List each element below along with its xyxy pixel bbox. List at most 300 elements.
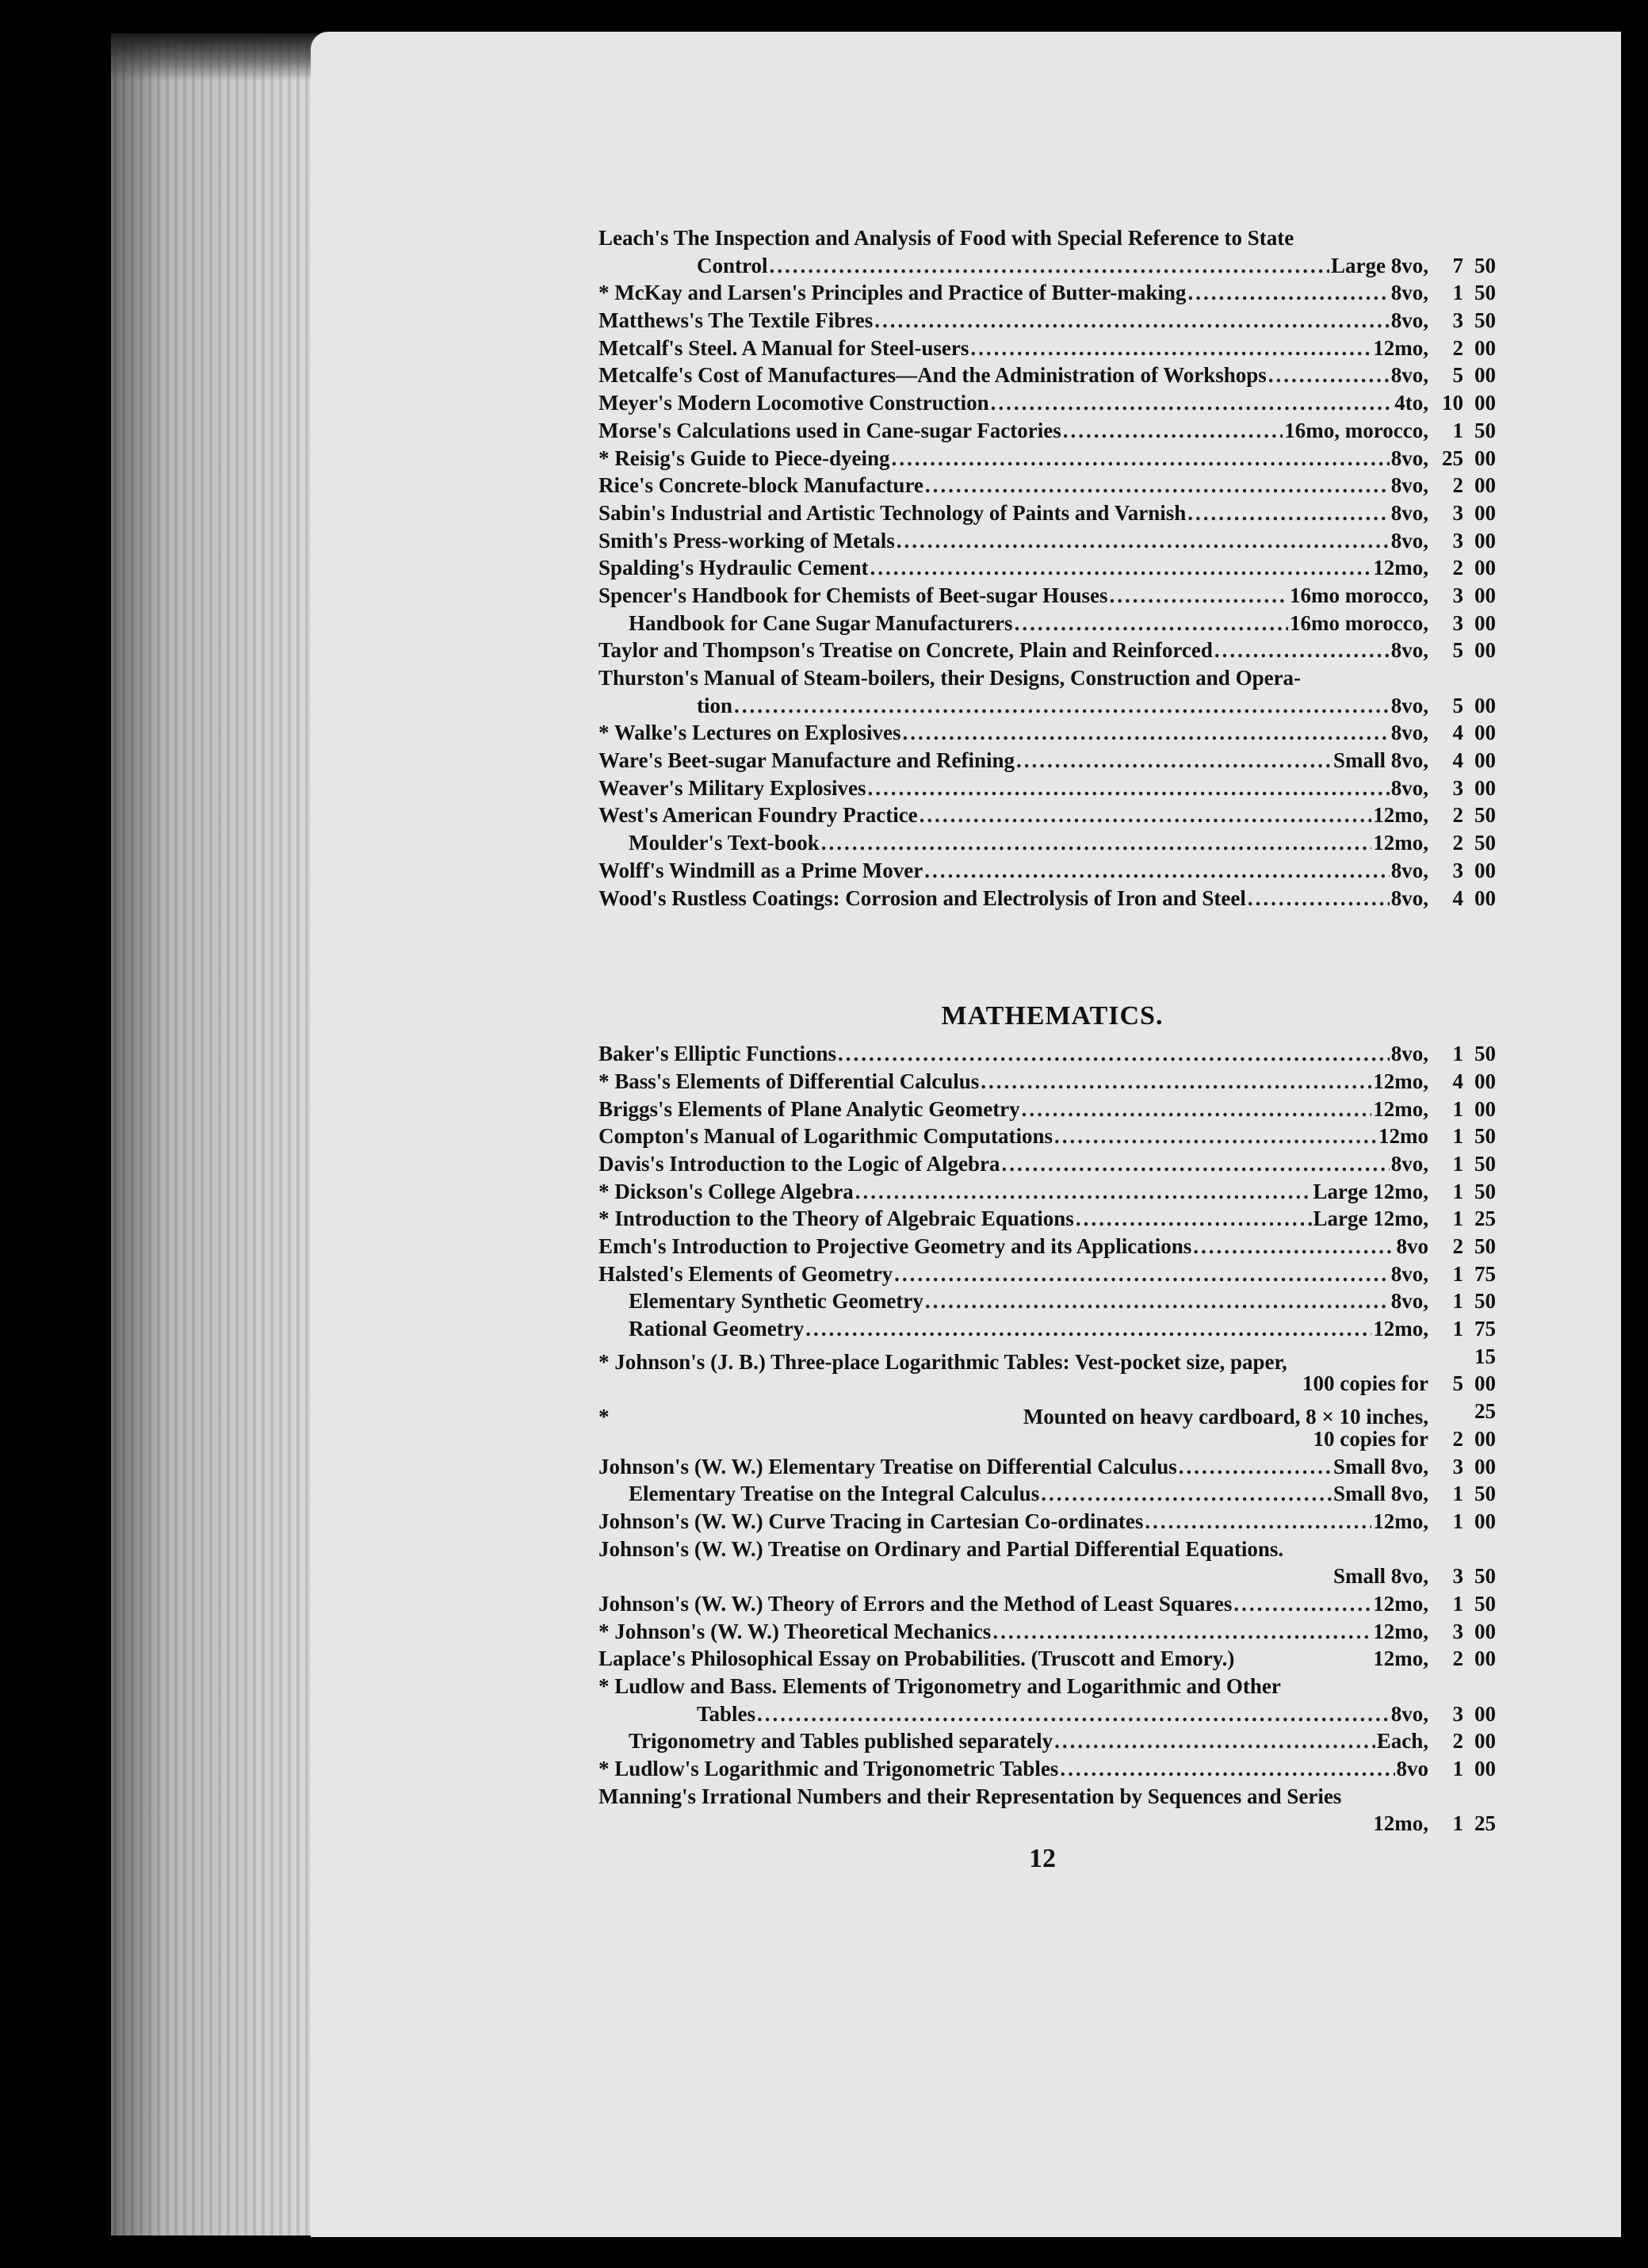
book-spine-shadow [111,33,317,81]
entry-price [1428,1399,1506,1424]
entry-format: 16mo morocco, [1290,610,1428,635]
price-cents: 50 [1474,418,1496,442]
price-dollars: 1 [1452,1591,1463,1616]
dot-leader [770,254,1330,278]
catalog-entry [598,1592,1506,1620]
entry-format: Small 8vo, [1333,1482,1428,1506]
entry-format: 12mo, [1373,1096,1428,1121]
entry-title: Weaver's Military Explosives [598,775,866,800]
entry-title: Moulder's Text-book [629,831,820,855]
entry-title: * Ludlow and Bass. Elements of Trigonometry and Logarithmic and Other [598,1674,1281,1698]
entry-price [1428,776,1506,801]
catalog-entry [598,776,1506,804]
dot-leader [1187,281,1389,305]
entry-title: Matthews's The Textile Fibres [598,308,874,333]
price-cents: 00 [1474,446,1496,470]
price-cents: 00 [1474,1619,1496,1643]
price-dollars: 5 [1452,693,1463,717]
price-cents: 00 [1474,885,1496,910]
price-dollars: 1 [1452,1261,1463,1286]
dot-leader [920,803,1372,828]
price-dollars: 1 [1452,418,1463,442]
entry-title: Meyer's Modern Locomotive Construction [598,391,989,415]
entry-price [1428,1180,1506,1204]
dot-leader [1193,1234,1394,1259]
entry-format: 8vo, [1390,858,1428,882]
entry-title: Baker's Elliptic Functions [598,1042,837,1066]
entry-format: 8vo, [1390,473,1428,498]
price-dollars: 3 [1452,583,1463,607]
catalog-entry [598,1564,1506,1592]
price-dollars: 4 [1452,721,1463,745]
price-dollars: 3 [1452,1619,1463,1643]
price-dollars: 1 [1452,1482,1463,1506]
price-dollars: 1 [1452,1042,1463,1066]
catalog-entry [598,308,1506,336]
price-cents: 50 [1474,1042,1496,1066]
entry-price [1428,1729,1506,1754]
entry-format: 8vo, [1390,1261,1428,1286]
catalog-entry [598,1811,1506,1839]
price-dollars: 4 [1452,885,1463,910]
entry-format: 12mo, [1373,803,1428,828]
entry-title: Johnson's (W. W.) Theory of Errors and the Method of Least Squares [598,1591,1233,1616]
dot-leader [925,1289,1390,1314]
price-dollars: 3 [1452,775,1463,800]
price-dollars: 1 [1452,1151,1463,1176]
entry-price [1428,1702,1506,1727]
entry-price [1428,281,1506,305]
catalog-entry [598,694,1506,721]
catalog-entry [598,473,1506,501]
entry-price [1428,1207,1506,1231]
price-cents: 00 [1474,1069,1496,1093]
entry-price [1428,1262,1506,1287]
entry-title: Elementary Synthetic Geometry [629,1289,923,1314]
entry-format: Large 8vo, [1331,253,1428,277]
dot-leader [1214,638,1390,663]
entry-price [1428,501,1506,526]
entry-format: 12mo, [1373,1646,1428,1671]
catalog-entry [598,748,1506,776]
catalog-entry [598,1620,1506,1647]
price-dollars: 2 [1452,803,1463,828]
catalog-entry [598,1097,1506,1125]
price-dollars: 1 [1452,1124,1463,1149]
dot-leader [991,391,1394,415]
entry-title: Ware's Beet-sugar Manufacture and Refining [598,748,1015,773]
dot-leader [1002,1152,1390,1176]
entry-format: 12mo [1378,1124,1428,1149]
entry-price [1428,363,1506,388]
dot-leader [1054,1124,1377,1149]
entry-title: Compton's Manual of Logarithmic Computations [598,1124,1053,1149]
catalog-entry [598,886,1506,914]
price-cents: 00 [1474,556,1496,580]
price-cents: 00 [1474,363,1496,388]
entry-price [1428,419,1506,443]
entry-format: 12mo, [1373,556,1428,580]
price-cents: 75 [1474,1317,1496,1341]
price-dollars: 2 [1452,831,1463,855]
entry-format: Mounted on heavy cardboard, 8 × 10 inches, [1023,1405,1428,1429]
price-cents: 50 [1474,803,1496,828]
price-cents: 00 [1474,1729,1496,1754]
catalog-entry [598,638,1506,666]
entry-price [1428,1317,1506,1341]
entry-title: Metcalfe's Cost of Manufactures—And the Administration of Workshops [598,363,1267,388]
catalog-entry [598,1674,1506,1702]
catalog-entry [598,254,1506,281]
price-cents: 00 [1474,1646,1496,1671]
price-dollars: 3 [1452,308,1463,333]
price-cents: 00 [1474,528,1496,553]
dot-leader [734,694,1390,718]
catalog-entry [598,1455,1506,1482]
price-dollars: 5 [1452,638,1463,663]
price-cents: 00 [1474,391,1496,415]
entry-title: Sabin's Industrial and Artistic Technology of Paints and Varnish [598,500,1187,525]
price-cents: 50 [1474,308,1496,333]
price-dollars: 3 [1452,528,1463,553]
dot-leader [891,446,1389,471]
entry-format: 8vo, [1390,528,1428,553]
dot-leader [894,1262,1390,1287]
dot-leader [1060,1757,1394,1781]
price-cents: 00 [1474,748,1496,773]
price-dollars: 10 [1442,391,1463,415]
dot-leader [1022,1097,1372,1122]
entry-title: * Ludlow's Logarithmic and Trigonometric Tables [598,1757,1059,1781]
catalog-entry [598,1262,1506,1290]
entry-price [1428,583,1506,608]
price-dollars: 5 [1452,1371,1463,1396]
price-dollars: 1 [1452,1811,1463,1836]
price-dollars: 2 [1452,556,1463,580]
entry-format: 8vo, [1390,308,1428,333]
price-cents: 50 [1474,1234,1496,1258]
catalog-entry [598,1646,1506,1674]
dot-leader [838,1042,1390,1066]
catalog-entry [598,1482,1506,1509]
dot-leader [757,1702,1390,1727]
catalog-entry [598,1371,1506,1399]
price-cents: 00 [1474,1426,1496,1451]
dot-leader [1268,363,1390,388]
price-cents: 50 [1474,1564,1496,1589]
price-cents: 00 [1474,335,1496,360]
entry-title: Thurston's Manual of Steam-boilers, their Designs, Construction and Opera- [598,666,1302,690]
entry-title: Metcalf's Steel. A Manual for Steel-users [598,335,969,360]
catalog-entry [598,556,1506,583]
dot-leader [1145,1509,1371,1534]
entry-format: 8vo, [1390,775,1428,800]
price-cents: 50 [1474,281,1496,305]
dot-leader [925,473,1390,498]
price-cents: 75 [1474,1261,1496,1286]
entry-format: 12mo, [1373,1317,1428,1341]
catalog-entry [598,446,1506,474]
dot-leader [855,1180,1312,1204]
entry-price [1428,1427,1506,1451]
catalog-entry [598,1729,1506,1757]
price-dollars: 2 [1452,1646,1463,1671]
entry-format: Small 8vo, [1333,1454,1428,1478]
entry-format: Large 12mo, [1313,1179,1428,1203]
catalog-entry [598,583,1506,611]
entry-format: 12mo, [1373,1069,1428,1093]
dot-leader [1233,1592,1371,1616]
catalog-entry [598,501,1506,529]
entry-format: 8vo, [1390,281,1428,305]
entry-title: West's American Foundry Practice [598,803,918,828]
price-cents: 25 [1474,1399,1496,1424]
catalog-entry [598,859,1506,886]
price-dollars: 3 [1452,858,1463,882]
entry-format: 8vo, [1390,363,1428,388]
entry-price [1428,803,1506,828]
entry-title: Rational Geometry [629,1317,805,1341]
entry-title: * Johnson's (J. B.) Three-place Logarithmic Tables: Vest-pocket size, paper, [598,1349,1287,1374]
dot-leader [897,529,1390,553]
catalog-entry [598,529,1506,556]
entry-price [1428,831,1506,855]
price-cents: 00 [1474,1757,1496,1781]
entry-format: 10 copies for [1313,1426,1428,1451]
price-dollars: 2 [1452,335,1463,360]
dot-leader [992,1620,1371,1644]
price-cents: 00 [1474,610,1496,635]
entry-format: 12mo, [1373,335,1428,360]
price-cents: 50 [1474,1289,1496,1314]
dot-leader [870,556,1372,580]
price-cents: 00 [1474,1701,1496,1726]
catalog-entry [598,391,1506,419]
catalog-entry [598,1784,1506,1812]
price-cents: 25 [1474,1811,1496,1836]
catalog-entry [598,721,1506,748]
entry-price [1428,1509,1506,1534]
price-cents: 15 [1474,1344,1496,1368]
entry-title: * Johnson's (W. W.) Theoretical Mechanics [598,1619,992,1643]
entry-price [1428,748,1506,773]
entry-format: Small 8vo, [1333,1564,1428,1589]
entry-format: 8vo, [1390,1289,1428,1314]
entry-title: Laplace's Philosophical Essay on Probabilities. (Truscott and Emory.) [598,1646,1235,1671]
entry-title: Johnson's (W. W.) Treatise on Ordinary and Partial Differential Equations. [598,1536,1284,1561]
price-cents: 50 [1474,1151,1496,1176]
catalog-entry [598,363,1506,391]
entry-format: 4to, [1394,391,1428,415]
entry-format: 8vo, [1390,721,1428,745]
entry-title: Trigonometry and Tables published separately [629,1729,1053,1754]
price-cents: 50 [1474,1482,1496,1506]
entry-price [1428,556,1506,580]
entry-format: 8vo, [1390,1151,1428,1176]
dot-leader [867,776,1389,801]
catalog-entry [598,611,1506,639]
entry-price [1428,529,1506,553]
price-dollars: 4 [1452,748,1463,773]
price-dollars [1440,1399,1463,1424]
entry-title: Taylor and Thompson's Treatise on Concrete, Plain and Reinforced [598,638,1213,663]
entry-price [1428,694,1506,718]
catalog-entry [598,1317,1506,1344]
entry-title: * Dickson's College Algebra [598,1179,854,1203]
entry-format: 8vo [1396,1757,1428,1781]
entry-title: Johnson's (W. W.) Curve Tracing in Cartesian Co-ordinates [598,1509,1144,1533]
entry-price [1428,446,1506,471]
dot-leader [1054,1729,1375,1754]
catalog-entry [598,419,1506,446]
entry-title: Spalding's Hydraulic Cement [598,556,869,580]
price-dollars: 1 [1452,281,1463,305]
section-heading: MATHEMATICS. [941,1001,1164,1031]
catalog-entry [598,1152,1506,1180]
price-cents: 00 [1474,1096,1496,1121]
price-dollars: 7 [1452,253,1463,277]
entry-price [1428,1646,1506,1671]
dot-leader [1076,1207,1312,1231]
price-dollars: 2 [1452,473,1463,498]
entry-price [1428,1592,1506,1616]
price-cents: 50 [1474,1124,1496,1149]
price-dollars: 3 [1452,1564,1463,1589]
price-cents: 00 [1474,1509,1496,1533]
entry-price [1428,1482,1506,1506]
price-dollars: 25 [1442,446,1463,470]
entry-title: Morse's Calculations used in Cane-sugar Factories [598,418,1061,442]
price-dollars: 1 [1452,1289,1463,1314]
entry-format: 12mo, [1373,1811,1428,1836]
entry-title: Leach's The Inspection and Analysis of Food with Special Reference to State [598,226,1294,250]
catalog-entry [598,1399,1506,1427]
dot-leader [981,1069,1371,1094]
dot-leader [1179,1455,1332,1479]
dot-leader [903,721,1390,745]
entry-price [1428,721,1506,745]
price-cents: 00 [1474,858,1496,882]
entry-price [1428,1097,1506,1122]
entry-format: 12mo, [1373,1619,1428,1643]
entry-price [1428,1344,1506,1369]
entry-title: Briggs's Elements of Plane Analytic Geometry [598,1096,1020,1121]
dot-leader [1015,611,1288,636]
entry-price [1428,859,1506,883]
section-gap [598,913,1506,991]
entry-price [1428,391,1506,415]
entry-format: Large 12mo, [1313,1207,1428,1231]
price-cents: 25 [1474,1207,1496,1231]
entry-title: Spencer's Handbook for Chemists of Beet-sugar Houses [598,583,1108,607]
catalog-entry [598,1702,1506,1730]
entry-price [1428,886,1506,911]
entry-title: Wolff's Windmill as a Prime Mover [598,858,923,882]
price-cents: 50 [1474,1591,1496,1616]
entry-title: Wood's Rustless Coatings: Corrosion and Electrolysis of Iron and Steel [598,885,1246,910]
entry-title: Johnson's (W. W.) Elementary Treatise on Differential Calculus [598,1454,1177,1478]
price-cents: 00 [1474,583,1496,607]
catalog-entry [598,1509,1506,1537]
entry-price [1428,308,1506,333]
dot-leader [874,308,1389,333]
entry-price [1428,1124,1506,1149]
entry-title: * Walke's Lectures on Explosives [598,721,901,745]
price-dollars: 2 [1452,1426,1463,1451]
catalog-entry [598,1069,1506,1097]
entry-title: Elementary Treatise on the Integral Calculus [629,1482,1040,1506]
catalog-entry [598,803,1506,831]
entry-title: Emch's Introduction to Projective Geometry and its Applications [598,1234,1192,1258]
price-dollars: 3 [1452,1701,1463,1726]
entry-format: 8vo, [1390,446,1428,470]
entry-format: Each, [1376,1729,1428,1754]
entry-format: 8vo, [1390,500,1428,525]
price-cents: 00 [1474,1454,1496,1478]
catalog-entry [598,666,1506,694]
price-cents: 00 [1474,638,1496,663]
price-cents: 00 [1474,721,1496,745]
entry-price [1428,1811,1506,1836]
entry-price [1428,1564,1506,1589]
price-cents: 00 [1474,1371,1496,1396]
price-cents: 50 [1474,1179,1496,1203]
dot-leader [1041,1482,1332,1506]
price-dollars: 1 [1452,1207,1463,1231]
dot-leader [970,336,1371,361]
entry-format: 8vo, [1390,638,1428,663]
price-dollars: 1 [1452,1317,1463,1341]
price-dollars: 3 [1452,500,1463,525]
dot-leader [1063,419,1283,443]
catalog-entry [598,831,1506,859]
entry-price [1428,1152,1506,1176]
entry-price [1428,638,1506,663]
entry-format: 8vo, [1390,1042,1428,1066]
entry-title: * Reisig's Guide to Piece-dyeing [598,446,890,470]
dot-leader [924,859,1390,883]
catalog-entry [598,1180,1506,1207]
entry-format: 8vo, [1390,1701,1428,1726]
dot-leader [1016,748,1332,773]
price-cents: 00 [1474,473,1496,498]
entry-format: 8vo, [1390,693,1428,717]
entry-price [1428,1620,1506,1644]
price-dollars: 5 [1452,363,1463,388]
catalog-entry [598,1234,1506,1262]
entry-price [1428,1234,1506,1259]
entry-format: 12mo, [1373,1509,1428,1533]
entry-price [1428,254,1506,278]
catalog-entry [598,1344,1506,1372]
entry-format: Small 8vo, [1333,748,1428,773]
catalog-entry [598,1042,1506,1069]
catalog-entry [598,226,1506,254]
catalog-entry [598,1207,1506,1234]
entry-price [1428,1042,1506,1066]
price-cents: 50 [1474,831,1496,855]
page-number: 12 [1029,1844,1056,1873]
price-dollars [1440,1344,1463,1369]
entry-title: * [598,1405,610,1429]
entry-format: 16mo morocco, [1290,583,1428,607]
entry-price [1428,473,1506,498]
price-dollars: 1 [1452,1757,1463,1781]
entry-title: Davis's Introduction to the Logic of Algebra [598,1151,1000,1176]
catalog-entry [598,1289,1506,1317]
catalog-entry [598,336,1506,364]
dot-leader [1248,886,1390,911]
